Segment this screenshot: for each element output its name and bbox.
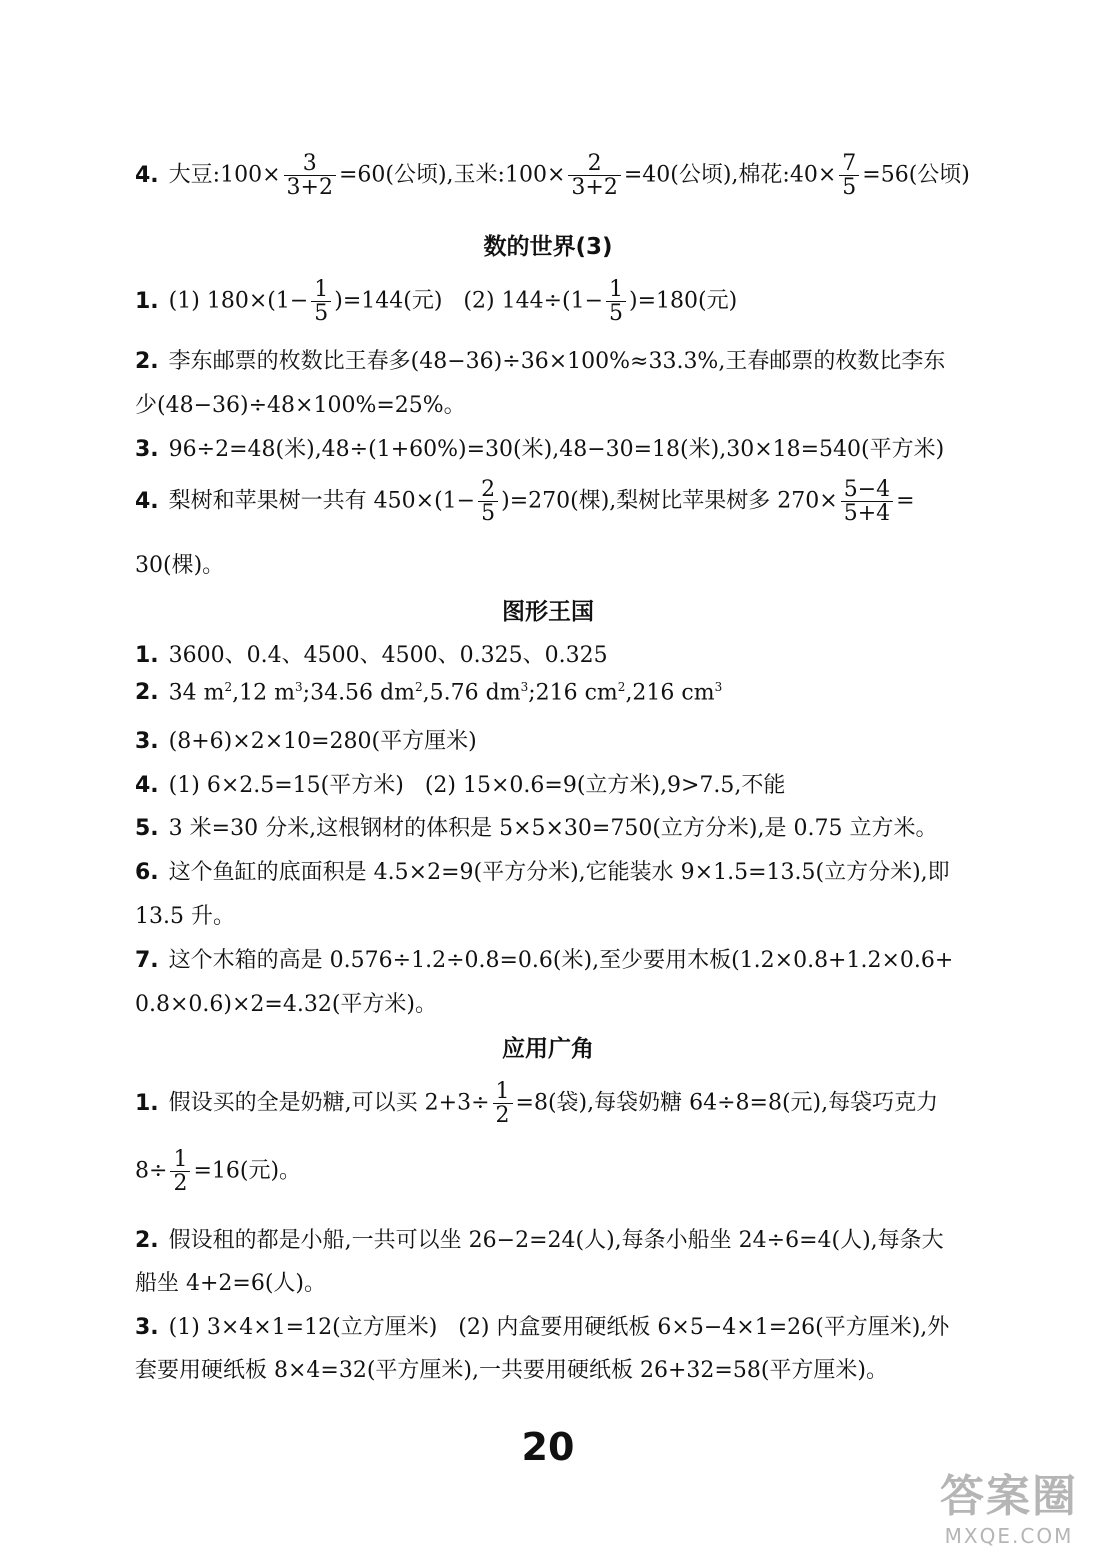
section-title-number-world: 数的世界(3)	[483, 234, 613, 260]
answer-1-line-2: 8÷ $\frac{1}{2}$ =16(元)。	[135, 1147, 302, 1197]
question-number: 1.	[135, 643, 159, 668]
fraction: $\frac{5-4}{5+4}$	[841, 478, 893, 525]
fraction: $\frac{1}{2}$	[170, 1148, 190, 1195]
answer-text: 这个鱼缸的底面积是 4.5×2=9(平方分米),它能装水 9×1.5=13.5(立方分米),即	[168, 860, 950, 885]
answer-1	[135, 278, 976, 325]
answer-2: 2. 34 $m^2,12$ $m^3;34.56$ $dm^2,5.76$ $dm^3;216$ $cm^2,216$ $cm^3$	[135, 680, 723, 706]
answer-4-top	[135, 152, 976, 199]
answer-text: =40(公顷),棉花:40×	[623, 162, 837, 188]
answer-text: )=144(元) (2) 144÷(1−	[334, 288, 604, 314]
answer-text: 假设租的都是小船,一共可以坐 26−2=24(人),每条小船坐 24÷6=4(人),每条大	[168, 1228, 944, 1253]
question-number: 1.	[135, 288, 159, 314]
watermark-logo: 答案圈 MXQE.COM	[940, 1471, 1078, 1548]
question-number: 5.	[135, 816, 159, 841]
answer-2-line-2: 船坐 4+2=6(人)。	[135, 1271, 327, 1296]
answer-text: =60(公顷),玉米:100×	[338, 162, 566, 188]
answer-3	[135, 1310, 976, 1341]
answer-6-line-2: 13.5 升。	[135, 904, 235, 929]
answer-2	[135, 344, 976, 375]
answer-5	[135, 811, 976, 842]
answer-text: (8+6)×2×10=280(平方厘米)	[168, 729, 477, 754]
answer-4	[135, 768, 976, 799]
question-number: 2.	[135, 680, 159, 706]
fraction: $\frac{2}{3+2}$	[568, 152, 620, 199]
answer-4-line-2: 30(棵)。	[135, 553, 225, 578]
answer-6	[135, 855, 976, 886]
answer-text: 梨树和苹果树一共有 450×(1−	[168, 488, 476, 514]
section-title-application: 应用广角	[502, 1036, 594, 1062]
answer-text: =56(公顷)	[862, 162, 970, 188]
answer-text: 这个木箱的高是 0.576÷1.2÷0.8=0.6(米),至少要用木板(1.2×0.8+1.2×0.6+	[168, 948, 954, 973]
answer-2-line-2: 少(48−36)÷48×100%=25%。	[135, 393, 466, 418]
fraction: $\frac{2}{5}$	[478, 478, 498, 525]
answer-text: 大豆:100×	[168, 162, 281, 188]
section-title-shape-kingdom: 图形王国	[502, 599, 594, 625]
answer-1	[135, 1080, 976, 1127]
answer-1	[135, 638, 976, 669]
answer-3	[135, 432, 976, 463]
answer-text: 假设买的全是奶糖,可以买 2+3÷	[168, 1090, 490, 1116]
question-number: 6.	[135, 860, 159, 885]
answer-text: )=180(元)	[629, 288, 738, 314]
answer-text: 96÷2=48(米),48÷(1+60%)=30(米),48−30=18(米),30×18=540(平方米)	[168, 437, 945, 462]
question-number: 3.	[135, 1315, 159, 1340]
question-number: 4.	[135, 773, 159, 798]
question-number: 7.	[135, 948, 159, 973]
answer-text: (1) 3×4×1=12(立方厘米) (2) 内盒要用硬纸板 6×5−4×1=26(平方厘米),外	[168, 1315, 950, 1340]
answer-3-line-2: 套要用硬纸板 8×4=32(平方厘米),一共要用硬纸板 26+32=58(平方厘米)。	[135, 1358, 889, 1383]
question-number: 4.	[135, 162, 159, 188]
answer-4	[135, 478, 976, 525]
fraction: $\frac{7}{5}$	[839, 152, 859, 199]
fraction: $\frac{3}{3+2}$	[284, 152, 336, 199]
fraction: $\frac{1}{2}$	[493, 1080, 513, 1127]
fraction: $\frac{1}{5}$	[606, 278, 626, 325]
answer-text: =8(袋),每袋奶糖 64÷8=8(元),每袋巧克力	[515, 1090, 939, 1116]
answer-7	[135, 943, 976, 974]
answer-text: 3600、0.4、4500、4500、0.325、0.325	[168, 643, 608, 668]
answer-text: (1) 180×(1−	[168, 288, 309, 314]
answer-text: =	[896, 488, 915, 514]
answer-3	[135, 724, 976, 755]
question-number: 2.	[135, 349, 159, 374]
answer-text: 3 米=30 分米,这根钢材的体积是 5×5×30=750(立方分米),是 0.75 立方米。	[168, 816, 938, 841]
question-number: 2.	[135, 1228, 159, 1253]
answer-2	[135, 1223, 976, 1254]
answer-text: )=270(棵),梨树比苹果树多 270×	[501, 488, 838, 514]
answer-text: (1) 6×2.5=15(平方米) (2) 15×0.6=9(立方米),9>7.5,不能	[168, 773, 786, 798]
question-number: 3.	[135, 729, 159, 754]
answer-7-line-2: 0.8×0.6)×2=4.32(平方米)。	[135, 992, 438, 1017]
question-number: 4.	[135, 488, 159, 514]
question-number: 3.	[135, 437, 159, 462]
question-number: 1.	[135, 1090, 159, 1116]
page-number: 20	[521, 1425, 575, 1469]
answer-text: 李东邮票的枚数比王春多(48−36)÷36×100%≈33.3%,王春邮票的枚数比李东	[168, 349, 946, 374]
fraction: $\frac{1}{5}$	[311, 278, 331, 325]
